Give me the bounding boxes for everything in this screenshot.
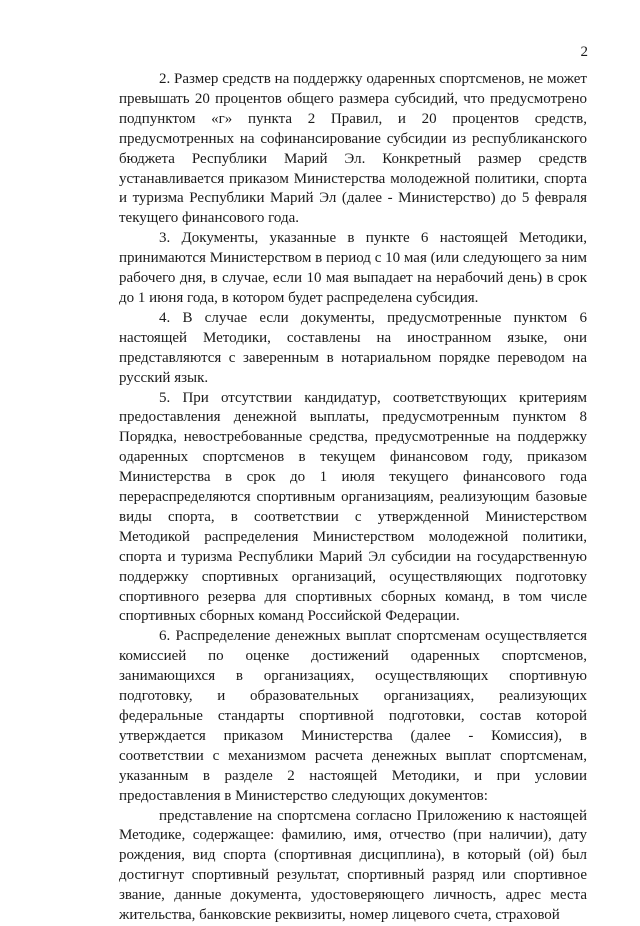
paragraph-item-3: 3. Документы, указанные в пункте 6 настоящей Методики, принимаются Министерством в период с 10 мая (или следующего за ним рабочего дня, в случае, если 10 мая выпадает на нерабочий день) в срок до 1 июня года, в котором будет распределена субсидия. (119, 230, 587, 306)
document-body (119, 70, 587, 926)
paragraph-item-4: 4. В случае если документы, предусмотренные пунктом 6 настоящей Методики, составлены на иностранном языке, они представляются с заверенным в нотариальном порядке переводом на русский язык. (119, 309, 587, 386)
paragraph-item-5: 5. При отсутствии кандидатур, соответствующих критериям предоставления денежной выплаты, предусмотренным пунктом 8 Порядка, невостребованные средства, предусмотренные на поддержку одаренных спортсменов в текущем финансовом году, приказом Министерства в срок до 1 июля текущего финансового года перераспределяются спортивным организациям, реализующим базовые виды спорта, в соответствии с утвержденной Министерством Методикой распределения Министерством молодежной политики, спорта и туризма Республики Марий Эл субсидии на государственную поддержку спортивных организаций, осуществляющих подготовку спортивного резерва для спортивных сборных команд, в том числе спортивных сборных команд Российской Федерации. (119, 389, 587, 625)
paragraph-representation: представление на спортсмена согласно Приложению к настоящей Методике, содержащее: фамилию, имя, отчество (при наличии), дату рождения, вид спорта (спортивная дисциплина), в который (ой) был достигнут спортивный результат, спортивный разряд или спортивное звание, данные документа, удостоверяющего личность, адрес места жительства, банковские реквизиты, номер лицевого счета, страховой (119, 807, 587, 924)
paragraph-item-6: 6. Распределение денежных выплат спортсменам осуществляется комиссией по оценке достижений одаренных спортсменов, занимающихся в организациях, осуществляющих спортивную подготовку, и образовательных организациях, реализующих федеральные стандарты спортивной подготовки, состав которой утверждается приказом Министерства (далее - Комиссия), в соответствии с механизмом расчета денежных выплат спортсменам, указанным в разделе 2 настоящей Методики, и при условии предоставления в Министерство следующих документов: (119, 628, 587, 804)
paragraph-item-2: 2. Размер средств на поддержку одаренных спортсменов, не может превышать 20 процентов общего размера субсидий, что предусмотрено подпунктом «г» пункта 2 Правил, и 20 процентов средств, предусмотренных на софинансирование субсидии из республиканского бюджета Республики Марий Эл. Конкретный размер средств устанавливается приказом Министерства молодежной политики, спорта и туризма Республики Марий Эл (далее - Министерство) до 5 февраля текущего финансового года. (119, 71, 587, 227)
page-number: 2 (580, 44, 588, 60)
